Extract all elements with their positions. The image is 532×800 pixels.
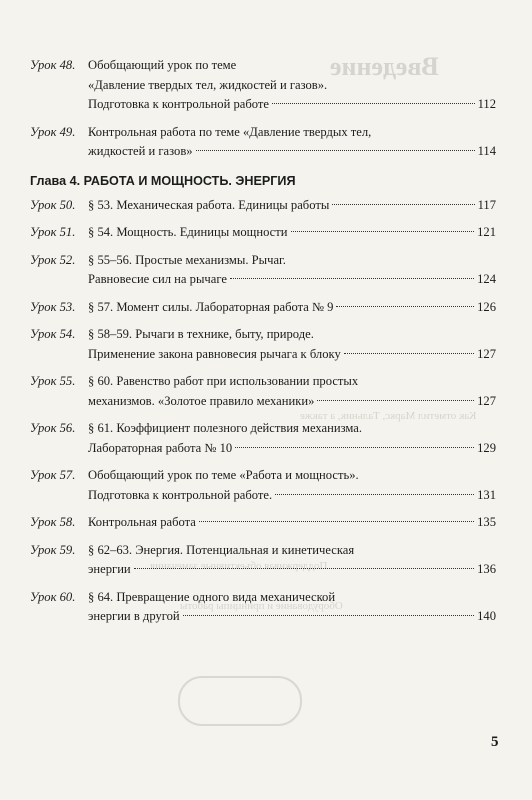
lesson-title [88,56,496,115]
lesson-number: Урок 60. [30,589,76,604]
lesson-title [88,196,496,216]
lesson-number: Урок 55. [30,374,76,388]
page-ref: 117 [477,197,496,212]
chapter-heading: Глава 4. РАБОТА И МОЩНОСТЬ. ЭНЕРГИЯ [30,173,296,188]
page-number: 5 [491,734,499,750]
bleed-through-text: Оборудование и принципы работы [180,600,343,612]
toc-entry [30,123,496,162]
lesson-title-line: Обобщающий урок по теме «Работа и мощность». [88,468,359,482]
lesson-number: Урок 51. [30,225,76,239]
dot-leader [317,400,474,401]
lesson-title-line: Обобщающий урок по теме [88,58,237,72]
lesson-number: Урок 58. [30,515,76,529]
lesson-title-line: § 58–59. Рычаги в технике, быту, природе. [88,327,314,341]
toc-entry [30,56,496,115]
toc-entry [30,251,496,290]
dot-leader [272,103,475,104]
lesson-number: Урок 59. [30,542,76,557]
lesson-title-line: § 64. Превращение одного вида механической [88,589,336,604]
page-ref: 126 [477,299,496,314]
dot-leader [344,353,474,354]
lesson-title [88,588,496,627]
bleed-through-text: Поддерживая объективные замечания [150,560,328,572]
dot-leader [275,494,474,495]
dot-leader [291,231,475,232]
lesson-number: Урок 49. [30,124,76,139]
dot-leader [196,150,475,151]
lesson-title [88,123,496,162]
lesson-title [88,541,496,580]
lesson-title [88,513,496,533]
toc-entry [30,466,496,505]
page-ref: 129 [477,440,496,455]
bleed-through-text: Введение [330,52,439,81]
toc-entry [30,419,496,458]
lesson-title-line: § 54. Мощность. Единицы мощности [88,225,288,239]
lesson-number: Урок 52. [30,252,76,267]
toc-entry [30,588,496,627]
lesson-title [88,419,496,458]
lesson-number: Урок 54. [30,327,76,341]
lesson-title-line: Лабораторная работа № 10 [88,440,233,455]
lesson-title-line: Равновесие сил на рычаге [88,272,227,286]
dot-leader [235,447,474,448]
lesson-number: Урок 50. [30,197,76,212]
lesson-title-line: Подготовка к контрольной работе. [88,487,273,502]
lesson-number: Урок 57. [30,468,76,482]
page-ref: 112 [477,97,496,111]
lesson-title [88,298,496,318]
lesson-title-line: жидкостей и газов» [88,144,193,158]
toc-entry [30,325,496,364]
dot-leader [134,568,474,569]
page-ref: 127 [477,393,496,408]
toc-entry [30,298,496,318]
page-ref: 114 [477,144,496,158]
lesson-number: Урок 53. [30,299,76,314]
dot-leader [332,204,474,205]
lesson-number: Урок 56. [30,421,76,435]
bleed-through-stamp [178,676,302,726]
toc-entry [30,196,496,216]
lesson-number: Урок 48. [30,58,76,72]
dot-leader [183,615,474,616]
lesson-title-line: § 62–63. Энергия. Потенциальная и кинетическая [88,542,355,557]
lesson-title-line: § 57. Момент силы. Лабораторная работа № 9 [88,299,334,314]
page-ref: 140 [477,609,496,623]
lesson-title-line: § 53. Механическая работа. Единицы работы [88,197,330,212]
lesson-title-line: Применение закона равновесия рычага к блоку [88,346,341,361]
toc-entry [30,223,496,243]
page-ref: 135 [477,515,496,529]
lesson-title-line: § 55–56. Простые механизмы. Рычаг. [88,252,286,267]
page-ref: 124 [477,272,496,286]
dot-leader [336,306,474,307]
toc-entry [30,372,496,411]
bleed-through-text: Как отметил Маркс, Тальник, а также [300,410,477,422]
lesson-title-line: Контрольная работа по теме «Давление твердых тел, [88,124,372,139]
lesson-title-line: энергии [88,562,131,576]
page-ref: 121 [477,225,496,239]
lesson-title [88,325,496,364]
toc-entry [30,541,496,580]
lesson-title-line: Подготовка к контрольной работе [88,97,270,111]
lesson-title-line: механизмов. «Золотое правило механики» [88,393,315,408]
lesson-title-line: Контрольная работа [88,515,196,529]
lesson-title-line: § 61. Коэффициент полезного действия механизма. [88,421,363,435]
lesson-title-line: энергии в другой [88,609,180,623]
lesson-title-line: § 60. Равенство работ при использовании простых [88,374,359,388]
page-ref: 127 [477,346,496,361]
dot-leader [230,278,474,279]
page-ref: 131 [477,487,496,502]
lesson-title [88,466,496,505]
table-of-contents [30,56,496,635]
toc-entry [30,513,496,533]
lesson-title [88,223,496,243]
lesson-title-line: «Давление твердых тел, жидкостей и газов». [88,77,328,92]
page-ref: 136 [477,562,496,576]
dot-leader [199,521,474,522]
lesson-title [88,251,496,290]
lesson-title [88,372,496,411]
